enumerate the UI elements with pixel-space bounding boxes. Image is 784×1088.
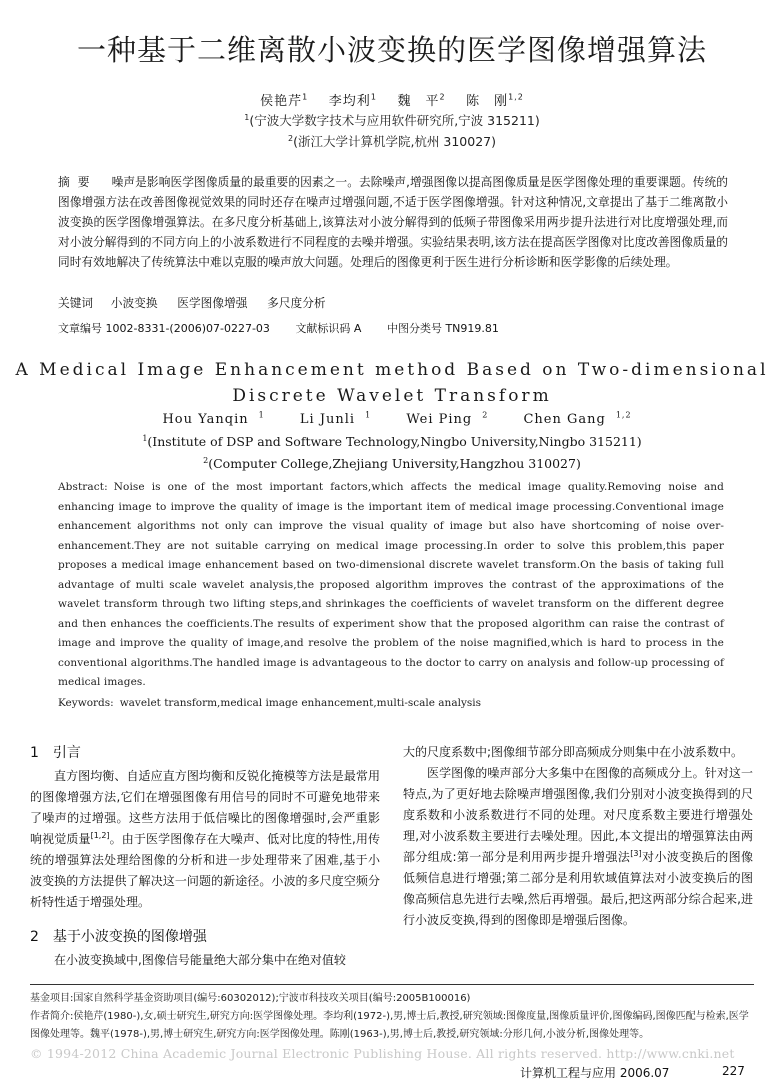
cn-author: 魏 平$^2$	[397, 92, 446, 109]
document-code: 文献标识码 A	[295, 322, 362, 335]
body-paragraph: 在小波变换域中,图像信号能量绝大部分集中在绝对值较	[54, 953, 346, 967]
en-keywords-text: wavelet transform,medical image enhancement,multi-scale analysis	[119, 697, 482, 709]
en-affiliation-2: $^2$(Computer College,Zhejiang University,Hangzhou 310027)	[203, 455, 581, 471]
en-authors	[0, 412, 784, 427]
body-paragraph: 大的尺度系数中;图像细节部分即高频成分则集中在小波系数中。	[403, 745, 744, 759]
footnote-author: 作者简介:侯艳芹(1980-),女,硕士研究生,研究方向:医学图像处理。李均利(1972-),男,博士后,教授,研究领域:图像度量,图像质量评价,图像编码,图像匹配与检索,医学图像处理等。魏平(1978-),男,博士研究生,研究方向:医学图像处理。陈刚(1963-),男,博士后,教授,研究领域:分形几何,小波分析,图像处理等。	[30, 1011, 749, 1040]
en-author: Li Junli $^1$	[299, 410, 372, 427]
cn-keyword: 医学图像增强	[177, 296, 248, 310]
cn-keyword: 小波变换	[110, 296, 158, 310]
en-title-line-2: Discrete Wavelet Transform	[232, 386, 552, 406]
body-column-left	[30, 742, 380, 971]
citation: [1,2]	[90, 831, 110, 840]
paper-title: 一种基于二维离散小波变换的医学图像增强算法	[76, 33, 707, 67]
en-affiliation-1: $^1$(Institute of DSP and Software Technology,Ningbo University,Ningbo 315211)	[142, 433, 642, 449]
en-keywords-label: Keywords:	[58, 697, 114, 709]
body-column-right	[403, 742, 753, 931]
en-title-line-1: A Medical Image Enhancement method Based on Two-dimensional	[15, 360, 769, 380]
copyright-watermark: © 1994-2012 China Academic Journal Electronic Publishing House. All rights reserved. http://www.cnki.net	[30, 1046, 735, 1061]
article-number: 文章编号 1002-8331-(2006)07-0227-03	[58, 322, 270, 335]
cn-keyword: 多尺度分析	[267, 296, 326, 310]
en-author: Chen Gang $^{1,2}$	[523, 410, 632, 427]
body-paragraph: 医学图像的噪声部分大多集中在图像的高频成分上。针对这一特点,为了更好地去除噪声增强图像,我们分别对小波变换得到的尺度系数和小波系数进行不同的处理。对尺度系数主要进行增强处理,对小波系数主要进行去噪处理。因此,本文提出的增强算法由两部分组成:第一部分是利用两步提升增强法[3]对小波变换后的图像低频信息进行增强;第二部分是利用软域值算法对小波变换后的图像高频信息先进行去噪,然后再增强。最后,把这两部分综合起来,进行小波反变换,得到的图像即是增强后图像。	[403, 766, 753, 927]
cn-author: 侯艳芹$^1$	[260, 92, 309, 109]
citation: [3]	[630, 849, 642, 858]
journal-name: 计算机工程与应用 2006.07	[520, 1066, 670, 1080]
cn-author: 李均利$^1$	[328, 92, 377, 109]
en-author: Hou Yanqin $^1$	[162, 410, 265, 427]
en-abstract-text: Noise is one of the most important factors,which affects the medical image quality.Removing noise and enhancing image to improve the quality of image is the important item of medical image processing.Conventional image enhancement algorithms not only can improve the visual quality of image but also have shortcoming of noise over-enhancement.They are not suitable carrying on medical image processing.In order to solve this problem,this paper proposes a medical image enhancement based on two-dimensional discrete wavelet transform.On the basis of taking full advantage of multi scale wavelet analysis,the proposed algorithm improves the contrast of the approximations of the wavelet transform through two lifting steps,and shrinkages the coefficients of wavelet transform on the different degree and then enhances the coefficients.The results of experiment show that the proposed algorithm can raise the contrast of image and improve the quality of image,and resolve the problem of the noise magnified,which is hard to process in the conventional algorithms.The handled image is advantageous to the doctor to carry on analysis and follow-up processing of medical images.	[58, 481, 724, 688]
cn-abstract-label: 摘要	[58, 175, 98, 189]
cn-affiliation-2: $^2$(浙江大学计算机学院,杭州 310027)	[287, 133, 496, 149]
section-heading-1: 1 引言	[30, 745, 81, 761]
en-author: Wei Ping $^2$	[406, 410, 489, 427]
cn-affiliation-1: $^1$(宁波大学数字技术与应用软件研究所,宁波 315211)	[244, 112, 540, 128]
en-abstract-label: Abstract:	[58, 481, 108, 493]
section-heading-2: 2 基于小波变换的图像增强	[30, 929, 207, 945]
cn-meta	[58, 320, 738, 336]
classification-number: 中图分类号 TN919.81	[386, 322, 499, 335]
en-keywords	[58, 697, 724, 709]
cn-authors	[0, 90, 784, 109]
footnote-divider	[30, 984, 754, 985]
cn-keywords	[58, 295, 728, 311]
page-number: 227	[722, 1064, 745, 1078]
body-paragraph: 直方图均衡、自适应直方图均衡和反锐化掩模等方法是最常用的图像增强方法,它们在增强图像有用信号的同时不可避免地带来了噪声的过增强。这些方法用于低信噪比的图像增强时,会严重影响视觉质量[1,2]。由于医学图像存在大噪声、低对比度的特性,用传统的增强算法处理给图像的分析和进一步处理带来了困难,基于小波变换的方法提供了解决这一问题的新途径。小波的多尺度空频分析特性适于增强处理。	[30, 769, 380, 909]
cn-keywords-label: 关键词	[58, 296, 94, 310]
cn-abstract-text: 噪声是影响医学图像质量的最重要的因素之一。去除噪声,增强图像以提高图像质量是医学图像处理的重要课题。传统的图像增强方法在改善图像视觉效果的同时还存在噪声过增强问题,不适于医学图像增强。针对这种情况,文章提出了基于二维离散小波变换的医学图像增强算法。在多尺度分析基础上,该算法对小波分解得到的低频子带图像采用两步提升法进行对比度增强处理,而对小波分解得到的不同方向上的小波系数进行不同程度的去噪并增强。实验结果表明,该方法在提高医学图像对比度改善图像质量的同时有效地解决了传统算法中难以克服的噪声放大问题。处理后的图像更利于医生进行分析诊断和医学影像的后续处理。	[58, 175, 728, 269]
cn-author: 陈 刚$^{1,2}$	[466, 92, 524, 109]
cn-abstract	[58, 172, 728, 272]
footnote-fund: 基金项目:国家自然科学基金资助项目(编号:60302012);宁波市科技攻关项目(编号:2005B100016)	[30, 993, 471, 1004]
en-abstract	[58, 478, 724, 693]
